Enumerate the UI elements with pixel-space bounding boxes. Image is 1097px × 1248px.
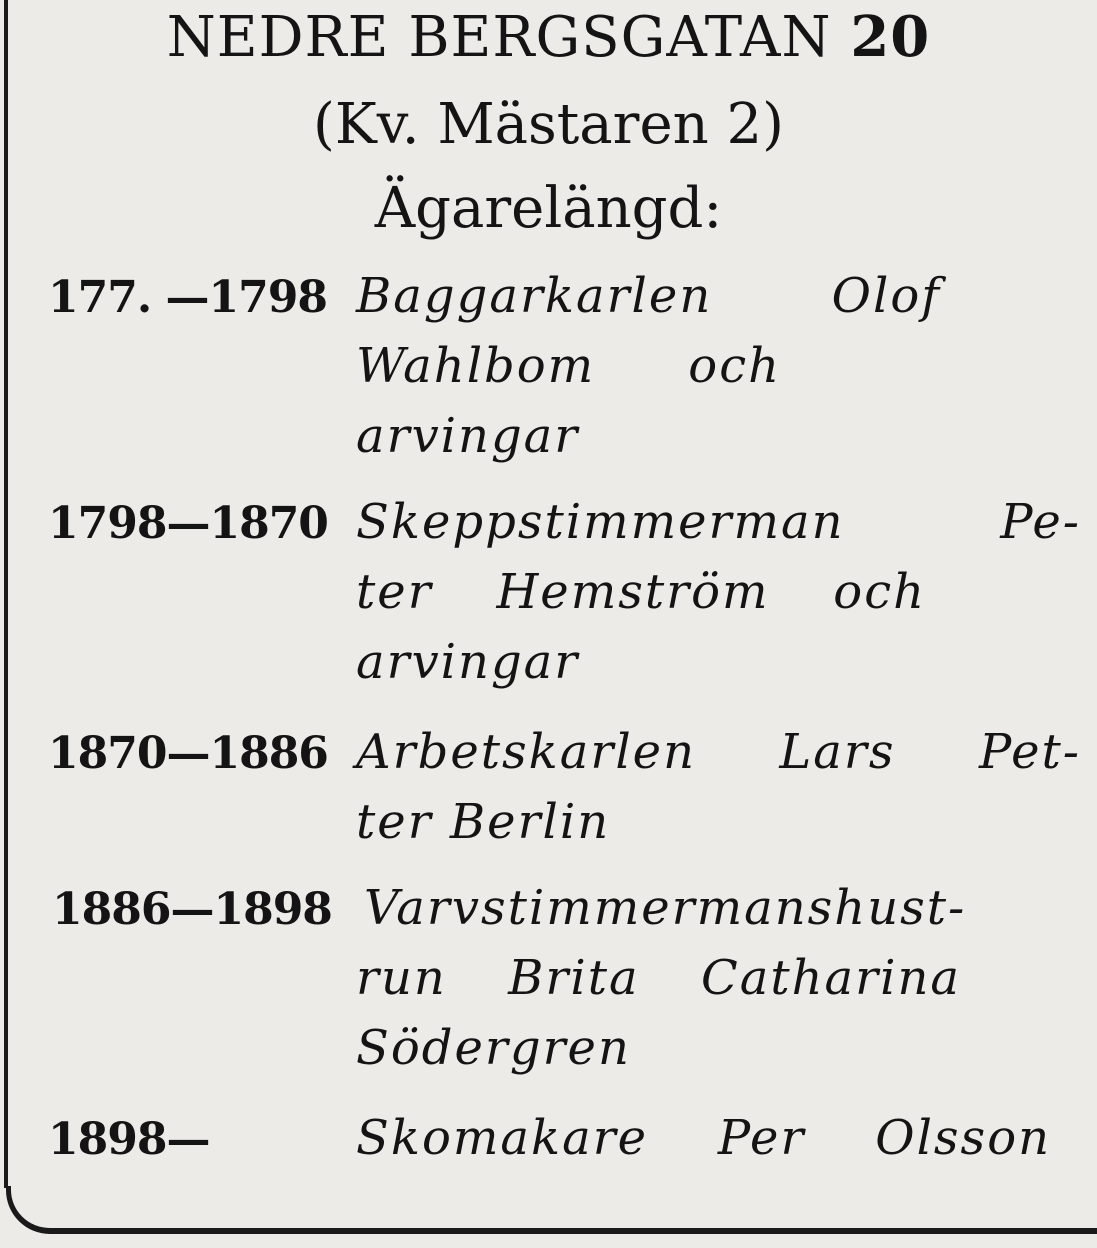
owner-name-line: Södergren <box>356 1020 631 1076</box>
owner-years: 1798—1870 <box>48 498 328 549</box>
page-subtitle: (Kv. Mästaren 2) <box>313 92 784 157</box>
owner-name-line: run Brita Catharina <box>356 950 961 1006</box>
owner-years: 1898— <box>48 1114 210 1165</box>
owner-years: 1886—1898 <box>52 884 332 935</box>
owner-name-line: Baggarkarlen Olof <box>356 268 941 324</box>
owner-name-line: Wahlbom och <box>356 338 781 394</box>
title-street: NEDRE BERGSGATAN <box>166 5 832 70</box>
owner-name-line: ter Berlin <box>356 794 611 850</box>
frame-bottom-rule <box>6 1186 1097 1234</box>
owner-name-line: Skomakare Per Olsson <box>356 1110 1051 1166</box>
owner-name-line: Arbetskarlen Lars Pet- <box>356 724 1081 780</box>
owner-name-line: Varvstimmermanshust- <box>364 880 967 936</box>
owner-name-line: ter Hemström och <box>356 564 926 620</box>
owner-years: 177. —1798 <box>48 272 327 323</box>
owner-name-line: arvingar <box>356 634 580 690</box>
owner-name-line: Skeppstimmerman Pe- <box>356 494 1081 550</box>
page-title <box>0 4 1097 70</box>
owner-name-line: arvingar <box>356 408 580 464</box>
section-label: Ägarelängd: <box>374 176 723 241</box>
title-number: 20 <box>850 4 931 70</box>
owner-years: 1870—1886 <box>48 728 328 779</box>
